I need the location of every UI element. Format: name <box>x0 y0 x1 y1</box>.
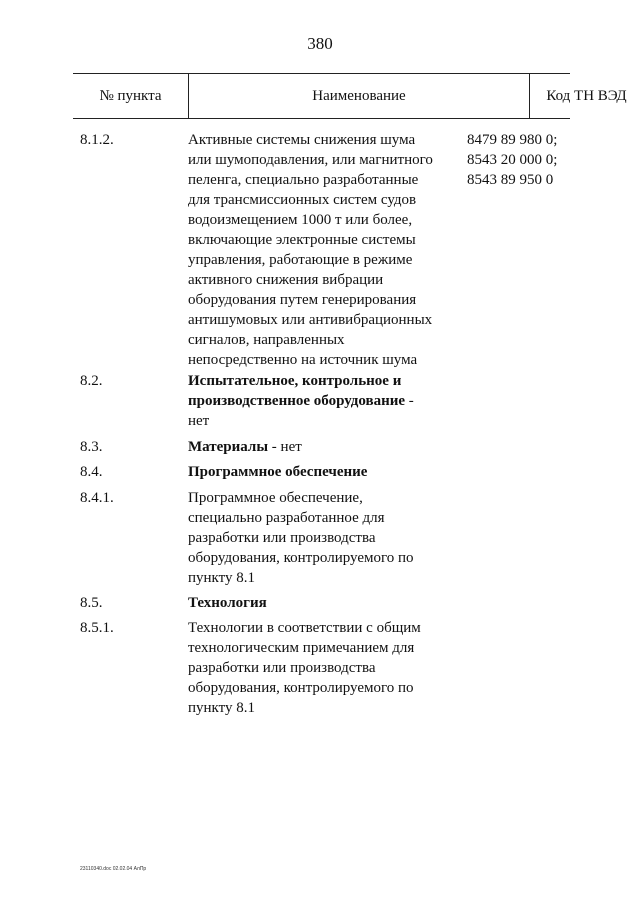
entry-heading <box>188 462 463 482</box>
table-header <box>73 73 627 119</box>
entry-number: 8.3. <box>80 439 103 455</box>
entry-suffix: - нет <box>188 393 414 429</box>
entry-code: 8479 89 980 0; 8543 20 000 0; 8543 89 950 0 <box>467 132 558 188</box>
entry-suffix: - нет <box>268 439 302 455</box>
entry-heading <box>188 371 463 431</box>
header-name: Наименование <box>188 74 530 118</box>
entry-number: 8.5. <box>80 595 103 611</box>
entry-number: 8.4.1. <box>80 490 114 506</box>
entry-number: 8.4. <box>80 464 103 480</box>
entry-heading <box>188 593 463 613</box>
entry-number: 8.1.2. <box>80 132 114 148</box>
entry-title: Испытательное, контрольное и производственное оборудование <box>188 373 406 409</box>
entry-title: Материалы <box>188 439 269 455</box>
entry-text: Программное обеспечение, специально разработанное для разработки или производства оборудования, контролируемого по пункту 8.1 <box>188 490 414 586</box>
header-code: Код ТН ВЭД <box>546 88 627 104</box>
entry-heading <box>188 437 463 457</box>
entry-text: Активные системы снижения шума или шумоподавления, или магнитного пеленга, специально разработанные для трансмиссионных систем судов водоизмещением 1000 т или более, включающие электронные системы управления, работающие в режиме активного снижения вибрации оборудования путем генерирования антишумовых или антивибрационных сигналов, направленных непосредственно на источник шума <box>188 132 433 368</box>
entry-text: Технологии в соответствии с общим технологическим примечанием для разработки или производства оборудования, контролируемого по пункту 8.1 <box>188 620 421 716</box>
entry-number: 8.5.1. <box>80 620 114 636</box>
entry-title: Технология <box>188 595 267 611</box>
page-number: 380 <box>307 34 333 53</box>
header-item-number: № пункта <box>99 88 162 104</box>
footer-filename: 23110340.doc 02.02.04 АлПр <box>80 866 147 872</box>
entry-title: Программное обеспечение <box>188 464 368 480</box>
entry-number: 8.2. <box>80 373 103 389</box>
